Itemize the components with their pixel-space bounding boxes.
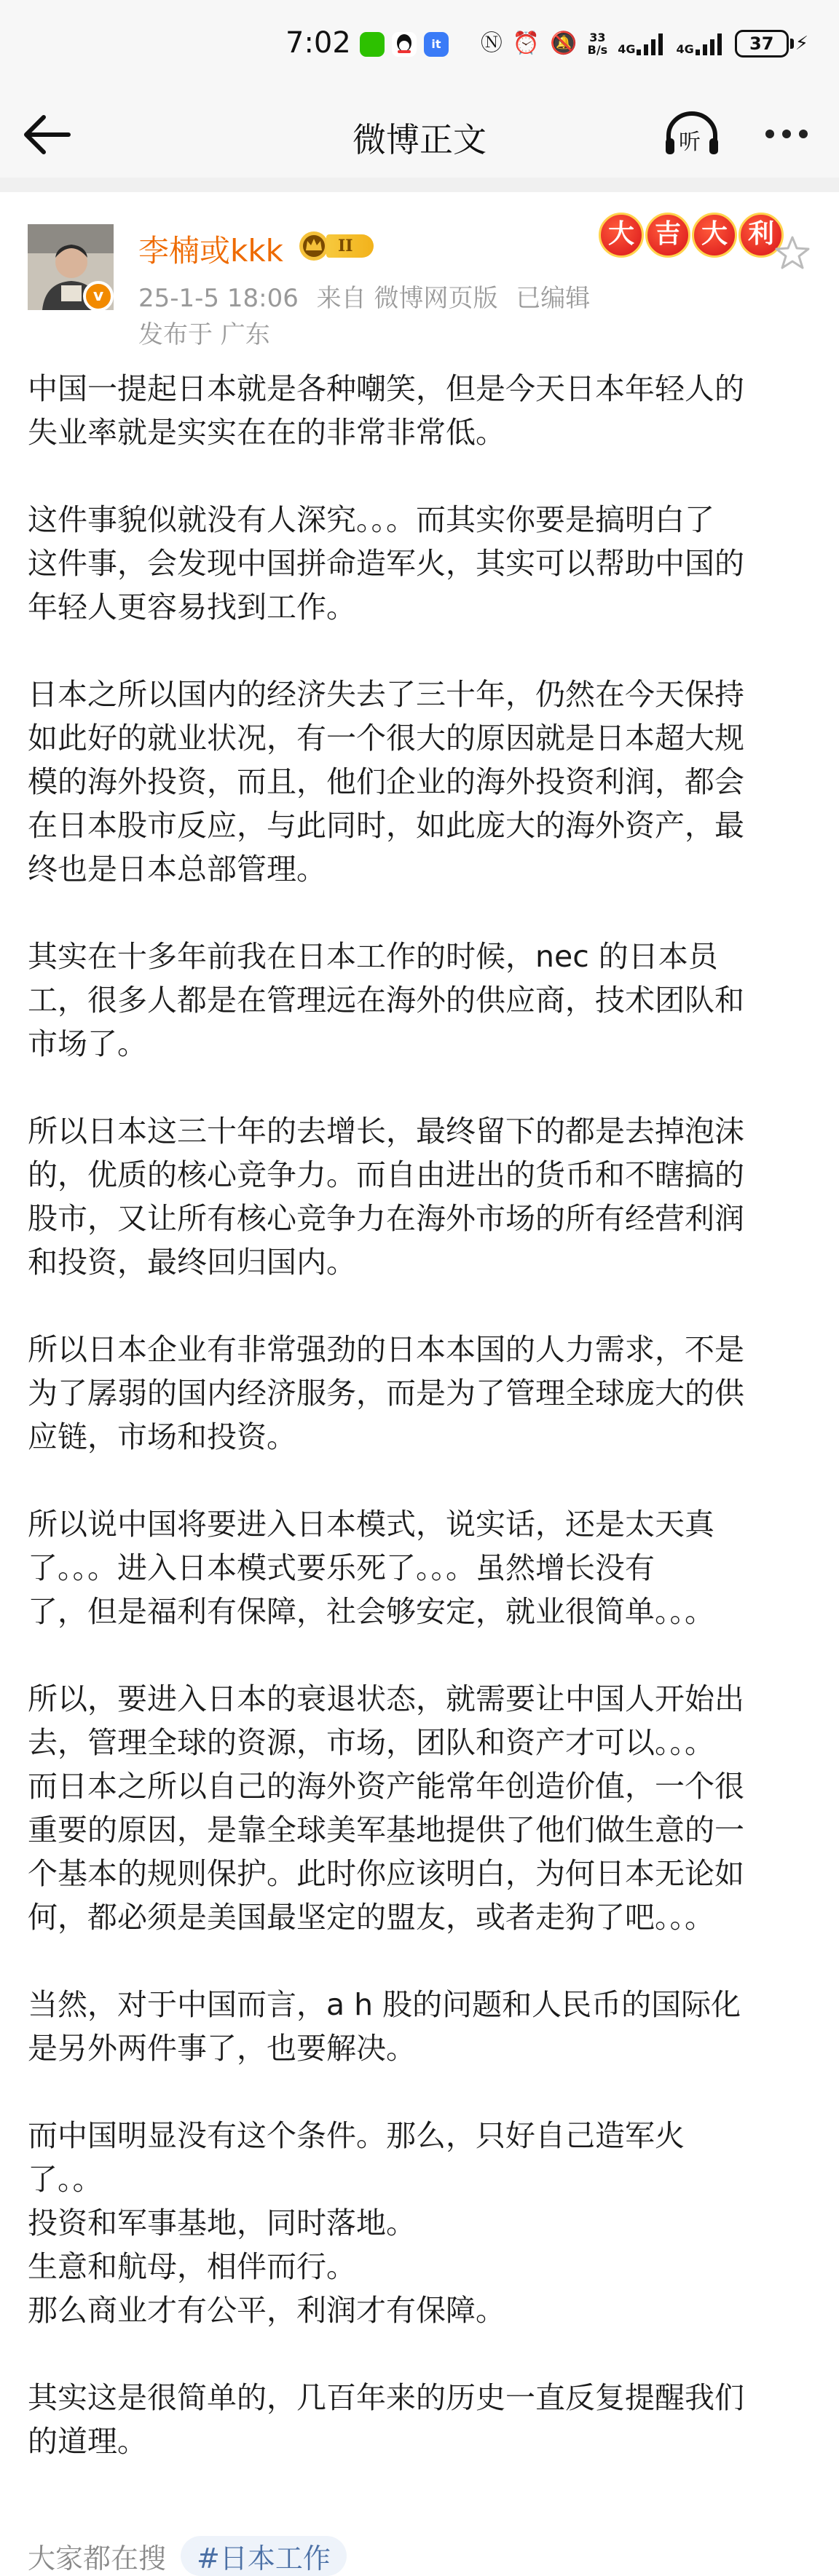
- signal-bars-icon: [696, 32, 725, 55]
- post-paragraph: [28, 1983, 822, 2070]
- charging-icon: ⚡: [795, 33, 808, 55]
- post-text-line: 是另外两件事了，也要解决。: [28, 2031, 416, 2066]
- page-title: 微博正文: [352, 120, 487, 159]
- post-text-line: 投资和军事基地，同时落地。: [28, 2206, 416, 2240]
- post-text-line: 所以，要进入日本的衰退状态，就需要让中国人开始出: [28, 1681, 744, 1716]
- post-text-line: 而日本之所以自己的海外资产能常年创造价值，一个很: [28, 1769, 744, 1804]
- verified-badge: v: [83, 281, 114, 312]
- post-text-line: 那么商业才有公平，利润才有保障。: [28, 2293, 505, 2328]
- signal-bars-icon: [637, 32, 666, 55]
- status-bar: [0, 0, 839, 92]
- it-app-icon: it: [424, 32, 449, 57]
- signal-1: 4G: [618, 32, 666, 55]
- network-speed: 33 B/s: [587, 31, 608, 57]
- post-text-line: 个基本的规则保护。此时你应该明白，为何日本无论如: [28, 1856, 744, 1891]
- section-divider: [0, 178, 839, 192]
- alarm-icon: ⏰: [512, 31, 540, 56]
- signal-2: 4G: [676, 32, 724, 55]
- post-text-line: 所以日本这三十年的去增长，最终留下的都是去掉泡沫: [28, 1114, 744, 1149]
- post-paragraph: [28, 1109, 822, 1284]
- post-paragraph: [28, 2376, 822, 2463]
- post-text-line: 股市，又让所有核心竞争力在海外市场的所有经营利润: [28, 1201, 744, 1236]
- post-text-line: 工，很多人都是在管理远在海外的供应商，技术团队和: [28, 983, 744, 1018]
- post-body: [28, 367, 822, 2507]
- post-paragraph: [28, 367, 822, 454]
- listen-label: 听: [679, 130, 701, 155]
- topic-tag[interactable]: #日本工作: [181, 2536, 347, 2576]
- post-paragraph: [28, 1502, 822, 1633]
- post-text-line: 失业率就是实实在在的非常非常低。: [28, 415, 505, 450]
- post-paragraph: [28, 1677, 822, 1939]
- post-paragraph: [28, 2114, 822, 2332]
- post-edited[interactable]: 已编辑: [516, 284, 591, 313]
- post-paragraph: [28, 1328, 822, 1459]
- post-text-line: 其实在十多年前我在日本工作的时候，nec 的日本员: [28, 939, 718, 974]
- post-text-line: 模的海外投资，而且，他们企业的海外投资利润，都会: [28, 764, 744, 799]
- more-options-button[interactable]: [757, 112, 816, 156]
- mute-bell-icon: 🔕: [550, 31, 578, 56]
- qq-app-icon: [392, 32, 417, 57]
- post-meta: [138, 278, 590, 314]
- post-text-line: 所以说中国将要进入日本模式，说实话，还是太天真: [28, 1507, 714, 1542]
- status-icons: [481, 29, 808, 58]
- vip-badge[interactable]: [297, 230, 374, 262]
- post-text-line: 的道理。: [28, 2424, 147, 2459]
- post-text-line: 生意和航母，相伴而行。: [28, 2249, 356, 2284]
- post-text-line: 中国一提起日本就是各种嘲笑，但是今天日本年轻人的: [28, 371, 744, 406]
- listen-button[interactable]: [663, 111, 721, 159]
- post-paragraph: [28, 673, 822, 891]
- post-text-line: 这件事貌似就没有人深究。。。而其实你要是搞明白了: [28, 502, 714, 537]
- luck-badge[interactable]: [599, 213, 784, 258]
- post-text-line: 了。。。进入日本模式要乐死了。。。虽然增长没有: [28, 1550, 655, 1585]
- battery-indicator: 37 ⚡: [735, 29, 808, 58]
- vip-level: II: [326, 234, 374, 258]
- post-location: 发布于 广东: [138, 320, 270, 349]
- post-text-line: 应链，市场和投资。: [28, 1419, 296, 1454]
- post-text-line: 这件事，会发现中国拼命造军火，其实可以帮助中国的: [28, 546, 744, 581]
- nav-bar: [0, 92, 839, 178]
- search-trend-label[interactable]: 大家都在搜: [28, 2543, 167, 2575]
- post-text-line: 所以日本企业有非常强劲的日本本国的人力需求，不是: [28, 1332, 744, 1367]
- post-text-line: 如此好的就业状况，有一个很大的原因就是日本超大规: [28, 721, 744, 756]
- luck-char: 大: [599, 213, 644, 258]
- post-text-line: 和投资，最终回归国内。: [28, 1245, 356, 1280]
- luck-char: 大: [692, 213, 737, 258]
- post-text-line: 市场了。: [28, 1026, 147, 1061]
- more-dot-icon: [765, 130, 774, 138]
- post-text-line: 在日本股市反应，与此同时，如此庞大的海外资产，最: [28, 808, 744, 843]
- post-text-line: 年轻人更容易找到工作。: [28, 590, 356, 625]
- post-paragraph: [28, 498, 822, 629]
- post-source: 来自 微博网页版: [316, 284, 498, 313]
- wechat-app-icon: [360, 32, 385, 57]
- post-text-line: 其实这是很简单的，几百年来的历史一直反复提醒我们: [28, 2380, 744, 2415]
- post-text-line: 当然，对于中国而言，a h 股的问题和人民币的国际化: [28, 1987, 741, 2022]
- luck-char: 吉: [645, 213, 690, 258]
- post-paragraph: [28, 935, 822, 1066]
- post-text-line: 了，但是福利有保障，社会够安定，就业很简单。。。: [28, 1594, 714, 1629]
- username[interactable]: 李楠或kkk: [138, 233, 283, 269]
- post-text-line: 何，都必须是美国最坚定的盟友，或者走狗了吧。。。: [28, 1900, 714, 1935]
- post-text-line: 终也是日本总部管理。: [28, 852, 326, 887]
- post-text-line: 而中国明显没有这个条件。那么，只好自己造军火: [28, 2118, 685, 2153]
- nfc-icon: Ⓝ: [480, 31, 503, 56]
- post-text-line: 去，管理全球的资源，市场，团队和资产才可以。。。: [28, 1725, 714, 1760]
- status-time: 7:02: [285, 26, 351, 60]
- post-text-line: 重要的原因，是靠全球美军基地提供了他们做生意的一: [28, 1812, 744, 1847]
- favorite-button[interactable]: [773, 234, 811, 272]
- luck-char: 利: [738, 213, 784, 258]
- post-text-line: 为了孱弱的国内经济服务，而是为了管理全球庞大的供: [28, 1376, 744, 1411]
- post-text-line: 了。。: [28, 2162, 103, 2197]
- star-icon: [773, 234, 811, 272]
- post-text-line: 的，优质的核心竞争力。而自由进出的货币和不瞎搞的: [28, 1157, 744, 1192]
- post-date: 25-1-5 18:06: [138, 284, 299, 313]
- post-text-line: 日本之所以国内的经济失去了三十年，仍然在今天保持: [28, 677, 744, 712]
- tags-row: [28, 2536, 347, 2576]
